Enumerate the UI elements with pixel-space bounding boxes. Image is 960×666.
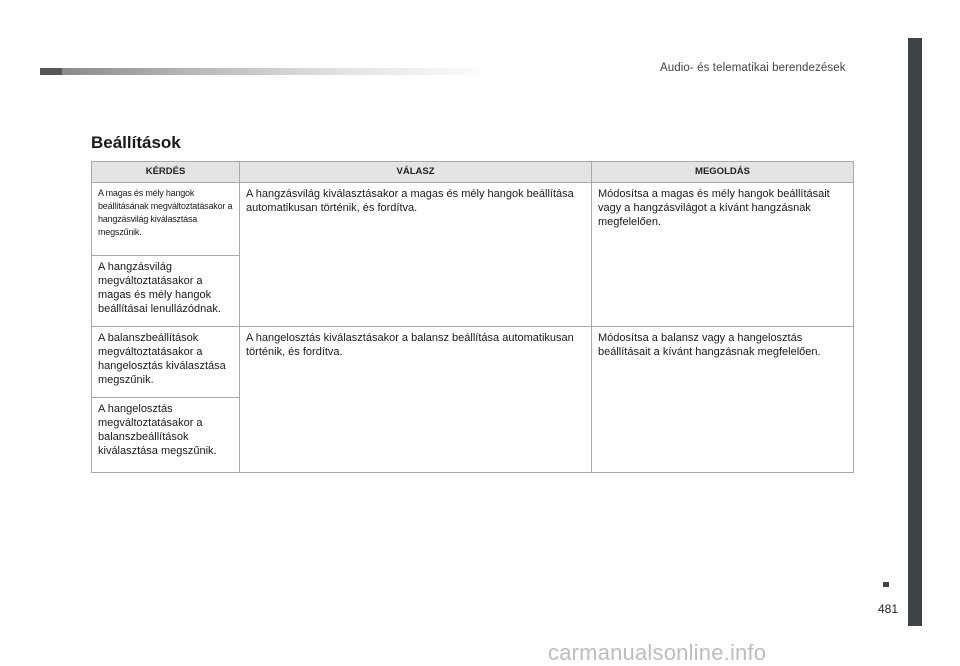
page-number: 481 xyxy=(878,602,899,616)
section-title: Beállítások xyxy=(91,133,181,152)
table-header-row xyxy=(92,162,854,183)
faq-table xyxy=(91,161,854,473)
header-title: Audio- és telematikai berendezések xyxy=(660,62,846,74)
column-header-solution: MEGOLDÁS xyxy=(592,162,854,183)
question-cell: A balanszbeállítások megváltoztatásakor a hangelosztás kiválasztása megszűnik. xyxy=(92,327,240,398)
watermark: carmanualsonline.info xyxy=(548,640,767,665)
question-cell: A hangelosztás megváltoztatásakor a balanszbeállítások kiválasztása megszűnik. xyxy=(92,398,240,473)
table-row xyxy=(92,327,854,398)
question-cell: A hangzásvilág megváltoztatásakor a magas és mély hangok beállításai lenullázódnak. xyxy=(92,256,240,327)
question-cell: A magas és mély hangok beállításának megváltoztatásakor a hangzásvilág kiválasztása megszűnik. xyxy=(92,183,240,256)
side-tab-strip xyxy=(908,38,922,626)
column-header-answer: VÁLASZ xyxy=(240,162,592,183)
page-marker xyxy=(883,582,889,587)
solution-cell: Módosítsa a balansz vagy a hangelosztás beállításait a kívánt hangzásnak megfelelően. xyxy=(592,327,854,473)
column-header-question: KÉRDÉS xyxy=(92,162,240,183)
table-row xyxy=(92,183,854,256)
header-decorative-bar xyxy=(40,68,480,75)
answer-cell: A hangelosztás kiválasztásakor a balansz beállítása automatikusan történik, és fordítva. xyxy=(240,327,592,473)
answer-cell: A hangzásvilág kiválasztásakor a magas és mély hangok beállítása automatikusan történik, és fordítva. xyxy=(240,183,592,327)
solution-cell: Módosítsa a magas és mély hangok beállításait vagy a hangzásvilágot a kívánt hangzásnak megfelelően. xyxy=(592,183,854,327)
